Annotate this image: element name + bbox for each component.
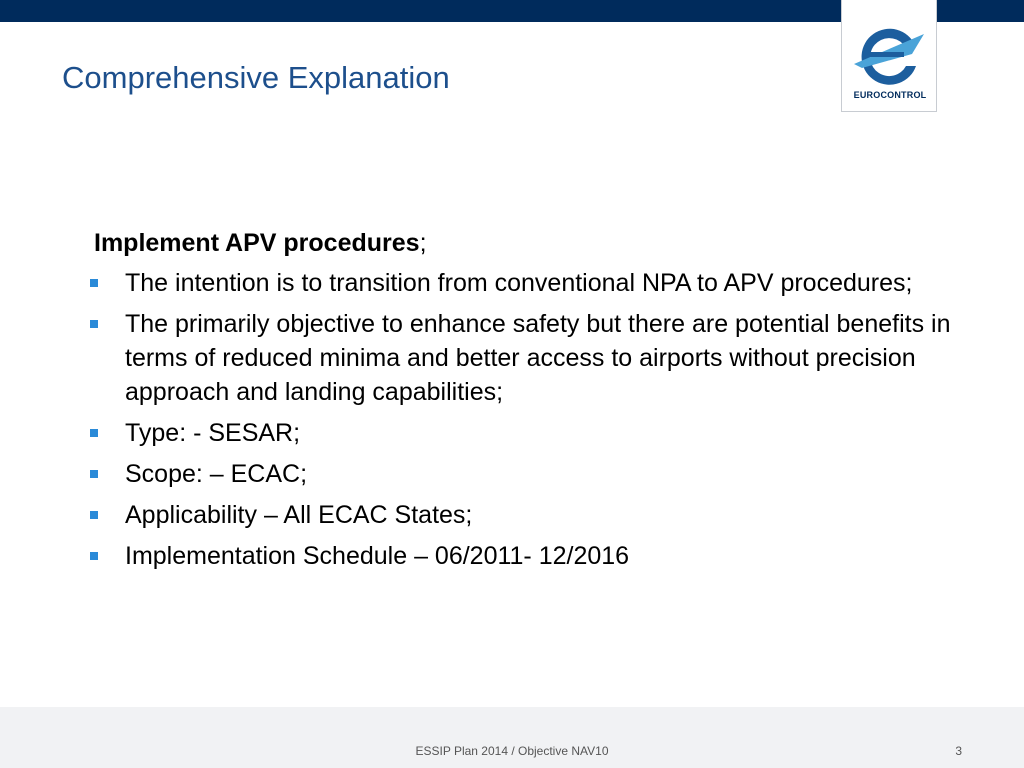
square-bullet-icon — [90, 279, 98, 287]
slide-content — [80, 226, 960, 580]
square-bullet-icon — [90, 320, 98, 328]
eurocontrol-logo — [841, 0, 937, 112]
slide-title: Comprehensive Explanation — [62, 60, 450, 95]
footer-text: ESSIP Plan 2014 / Objective NAV10 — [415, 744, 609, 758]
bullet-item — [80, 266, 960, 300]
bullet-item — [80, 498, 960, 532]
bullet-list — [80, 266, 960, 573]
bullet-item — [80, 539, 960, 573]
logo-label: EUROCONTROL — [853, 90, 927, 100]
bullet-text: Applicability – All ECAC States; — [125, 501, 473, 529]
square-bullet-icon — [90, 470, 98, 478]
bullet-text: Scope: – ECAC; — [125, 460, 308, 488]
bullet-text: The intention is to transition from conventional NPA to APV procedures; — [125, 269, 913, 297]
bullet-item — [80, 457, 960, 491]
bullet-text: The primarily objective to enhance safety but there are potential benefits in terms of reduced minima and better access to airports without precision approach and landing capabilities; — [125, 310, 951, 406]
intro-punct: ; — [419, 229, 427, 257]
page-number: 3 — [955, 744, 962, 758]
eurocontrol-logo-icon — [850, 22, 930, 88]
square-bullet-icon — [90, 429, 98, 437]
square-bullet-icon — [90, 511, 98, 519]
bullet-text: Type: - SESAR; — [125, 419, 301, 447]
square-bullet-icon — [90, 552, 98, 560]
intro-line — [94, 226, 960, 260]
bullet-item — [80, 416, 960, 450]
bullet-text: Implementation Schedule – 06/2011- 12/2016 — [125, 542, 630, 570]
bullet-item — [80, 307, 960, 409]
footer-band — [0, 707, 1024, 768]
intro-bold: Implement APV procedures — [94, 229, 420, 257]
